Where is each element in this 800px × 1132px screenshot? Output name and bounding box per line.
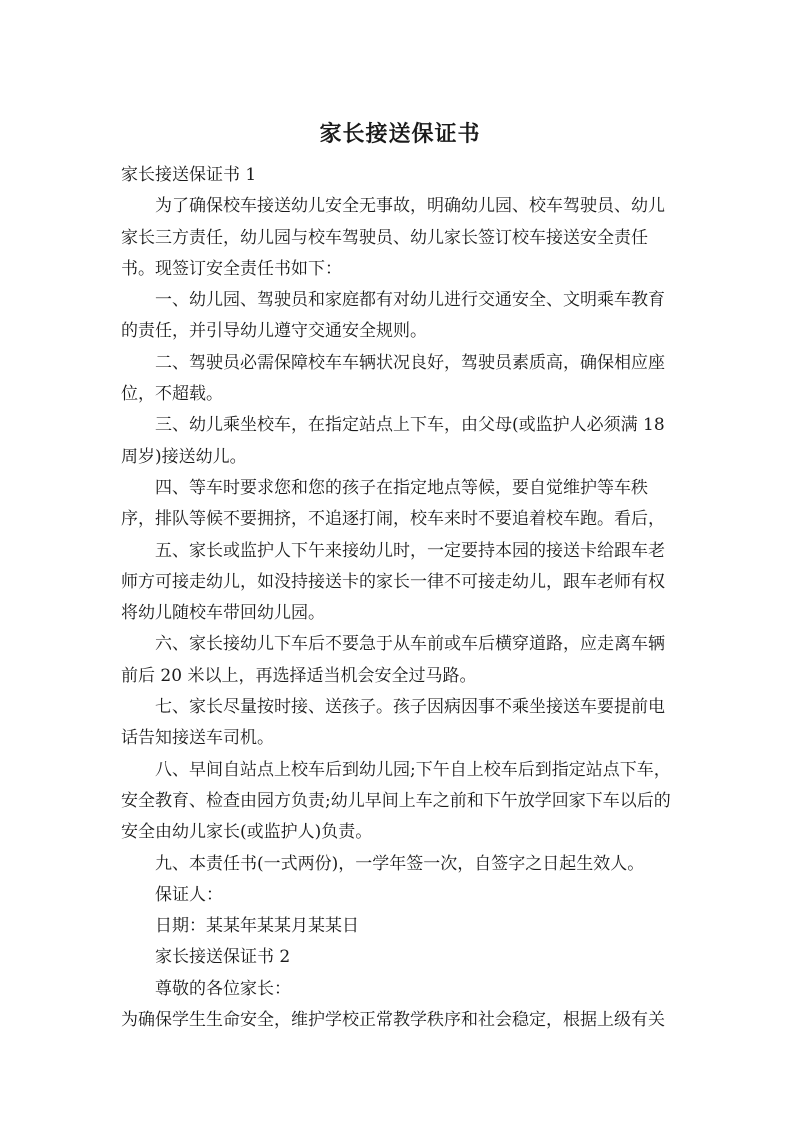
section-heading-2: 家长接送保证书 2 [155,947,291,968]
paragraph-section2-1: 为确保学生生命安全，维护学校正常教学秩序和社会稳定，根据上级有关 [121,1010,665,1031]
paragraph-item-4: 四、等车时要求您和您的孩子在指定地点等候，要自觉维护等车秩序，排队等候不要拥挤，不追逐打闹，校车来时不要追着校车跑。看后， [121,477,665,530]
section-heading-1: 家长接送保证书 1 [121,165,257,185]
paragraph-item-1: 一、幼儿园、驾驶员和家庭都有对幼儿进行交通安全、文明乘车教育的责任，并引导幼儿遵守交通安全规则。 [121,290,665,342]
paragraph-item-2: 二、驾驶员必需保障校车车辆状况良好，驾驶员素质高，确保相应座位，不超载。 [121,352,665,405]
guarantor-line: 保证人： [155,884,223,905]
date-line: 日期：某某年某某月某某日 [155,916,359,937]
document-title: 家长接送保证书 [319,122,481,147]
greeting-line: 尊敬的各位家长： [155,978,291,999]
paragraph-item-9: 九、本责任书(一式两份)，一学年签一次，自签字之日起生效人。 [155,853,645,874]
paragraph-item-3: 三、幼儿乘坐校车，在指定站点上下车，由父母(或监护人必须满 18 周岁)接送幼儿。 [121,415,665,467]
paragraph-item-7: 七、家长尽量按时接、送孩子。孩子因病因事不乘坐接送车要提前电话告知接送车司机。 [121,697,665,749]
paragraph-item-5: 五、家长或监护人下午来接幼儿时，一定要持本园的接送卡给跟车老师方可接走幼儿，如没持接送卡的家长一律不可接走幼儿，跟车老师有权将幼儿随校车带回幼儿园。 [121,540,665,624]
paragraph-item-8: 八、早间自站点上校车后到幼儿园;下午自上校车后到指定站点下车，安全教育、检查由园方负责;幼儿早间上车之前和下午放学回家下车以后的安全由幼儿家长(或监护人)负责。 [121,759,671,843]
document-body [121,160,681,1036]
paragraph-item-6: 六、家长接幼儿下车后不要急于从车前或车后横穿道路，应走离车辆前后 20 米以上，再选择适当机会安全过马路。 [121,634,665,686]
paragraph-intro: 为了确保校车接送幼儿安全无事故，明确幼儿园、校车驾驶员、幼儿家长三方责任，幼儿园与校车驾驶员、幼儿家长签订校车接送安全责任书。现签订安全责任书如下： [121,196,665,279]
